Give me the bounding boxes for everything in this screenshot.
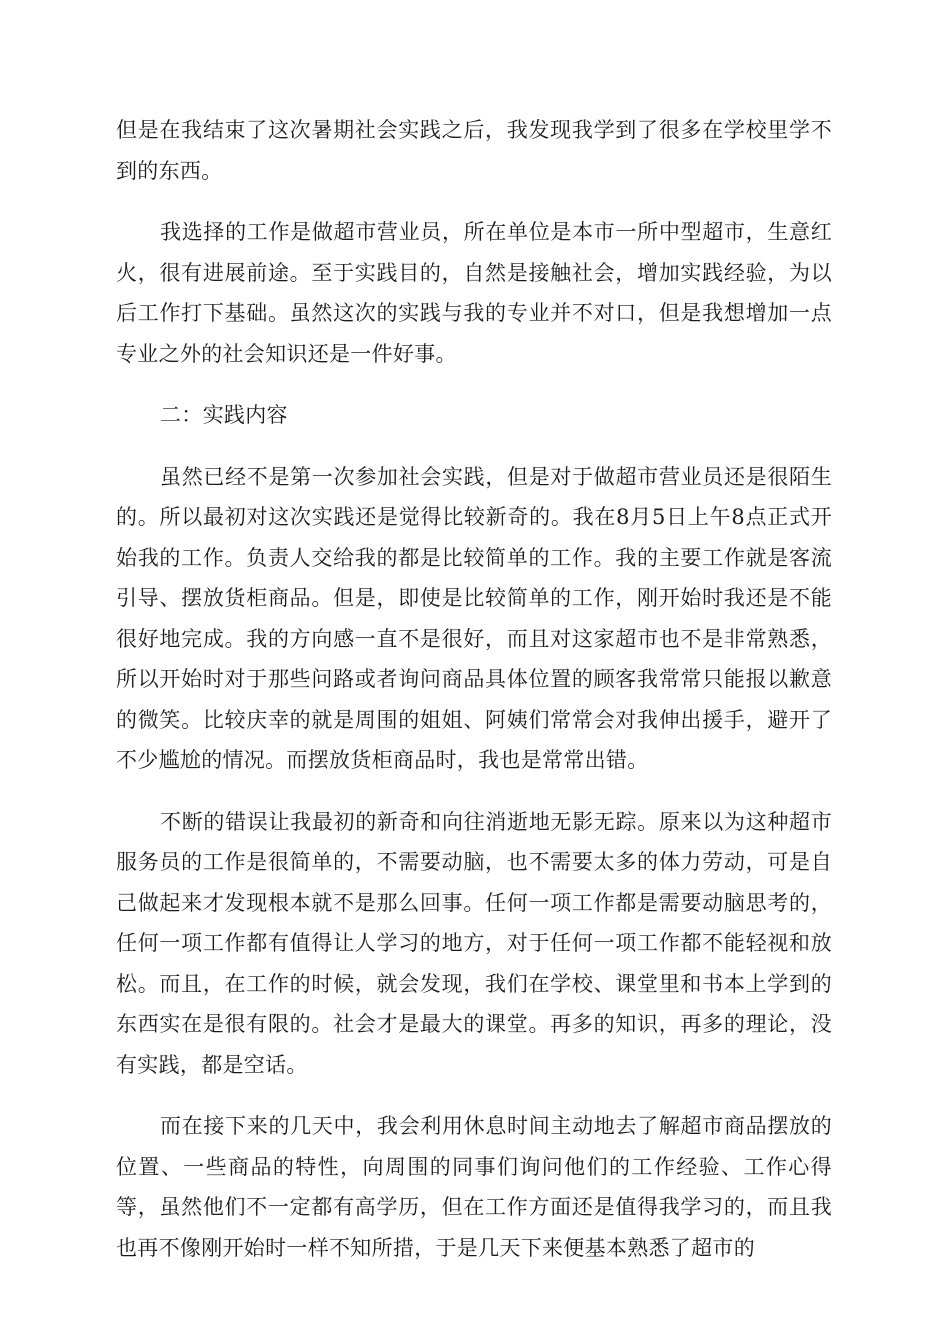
paragraph-following-days: 而在接下来的几天中，我会利用休息时间主动地去了解超市商品摆放的位置、一些商品的特性，向周围的同事们询问他们的工作经验、工作心得等，虽然他们不一定都有高学历，但在工作方面还是值得我学习的，而且我也再不像刚开始时一样不知所措，于是几天下来便基本熟悉了超市的 [116,1114,832,1260]
paragraph-lessons-learned: 不断的错误让我最初的新奇和向往消逝地无影无踪。原来以为这种超市服务员的工作是很简单的，不需要动脑，也不需要太多的体力劳动，可是自己做起来才发现根本就不是那么回事。任何一项工作都是需要动脑思考的，任何一项工作都有值得让人学习的地方，对于任何一项工作都不能轻视和放松。而且，在工作的时候，就会发现，我们在学校、课堂里和书本上学到的东西实在是很有限的。社会才是最大的课堂。再多的知识，再多的理论，没有实践，都是空话。 [116,809,832,1077]
document-body [116,110,832,1289]
paragraph-job-choice: 我选择的工作是做超市营业员，所在单位是本市一所中型超市，生意红火，很有进展前途。至于实践目的，自然是接触社会，增加实践经验，为以后工作打下基础。虽然这次的实践与我的专业并不对口，但是我想增加一点专业之外的社会知识还是一件好事。 [116,220,832,366]
paragraph-first-experience: 虽然已经不是第一次参加社会实践，但是对于做超市营业员还是很陌生的。所以最初对这次实践还是觉得比较新奇的。我在8月5日上午8点正式开始我的工作。负责人交给我的都是比较简单的工作。我的主要工作就是客流引导、摆放货柜商品。但是，即使是比较简单的工作，刚开始时我还是不能很好地完成。我的方向感一直不是很好，而且对这家超市也不是非常熟悉，所以开始时对于那些问路或者询问商品具体位置的顾客我常常只能报以歉意的微笑。比较庆幸的就是周围的姐姐、阿姨们常常会对我伸出援手，避开了不少尴尬的情况。而摆放货柜商品时，我也是常常出错。 [116,464,832,772]
section-heading-practice-content: 二：实践内容 [160,403,288,427]
paragraph-continuation: 但是在我结束了这次暑期社会实践之后，我发现我学到了很多在学校里学不到的东西。 [116,118,832,183]
